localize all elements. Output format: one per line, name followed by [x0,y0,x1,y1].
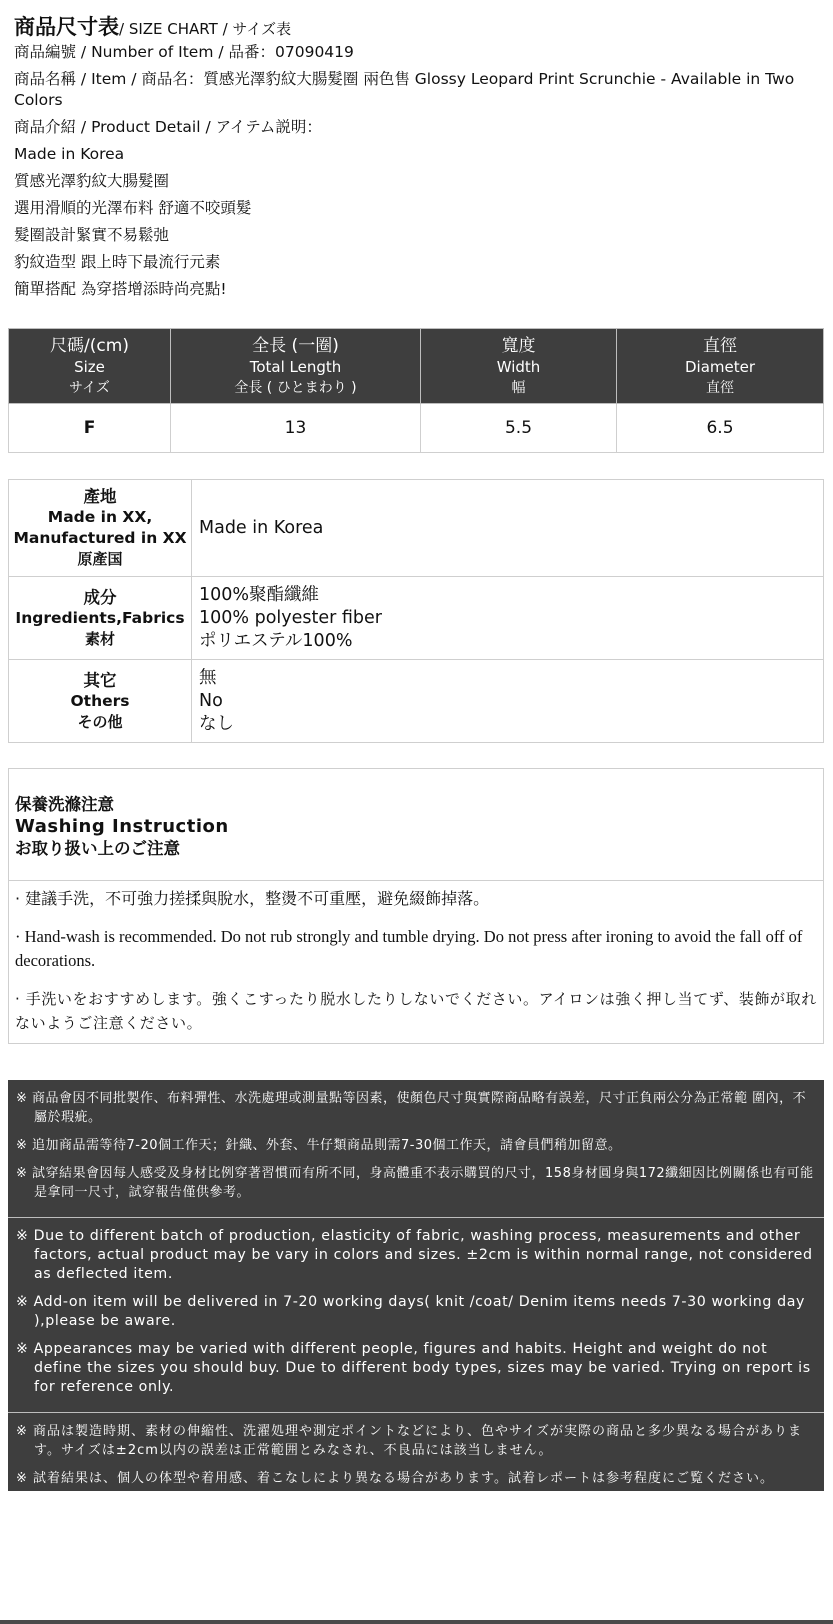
material-info-table [8,479,824,743]
cell-size: F [9,404,171,453]
header-diameter [617,329,824,404]
origin-key-en: Made in XX, [47,508,153,526]
fabric-value-zh: 100%聚酯纖維 [199,584,320,605]
others-key-en: Others [70,691,130,710]
header-diameter-zh: 直徑 [703,335,737,356]
fabric-key-zh: 成分 [83,587,117,607]
title-sub: / SIZE CHART / サイズ表 [119,20,292,38]
size-chart-header-row [9,329,824,404]
note-item: ※ Appearances may be varied with different people, figures and habits. Height and weight do not define the sizes you should buy. Due to different body types, sizes may be varied. Trying on report is for reference only. [16,1341,811,1395]
fabric-value-en: 100% polyester fiber [199,607,382,628]
note-item: ※ 商品會因不同批製作、布料彈性、水洗處理或測量點等因素，使顏色尺寸與實際商品略有誤差，尺寸正負兩公分為正常範 圍內，不屬於瑕疵。 [16,1091,807,1125]
header-total-length-ja: 全長 ( ひとまわり ) [234,379,357,396]
others-key-zh: 其它 [83,670,117,690]
page-title [14,14,824,42]
notes-ja [8,1413,824,1503]
origin-value-text: Made in Korea [199,517,324,538]
cell-width: 5.5 [421,404,617,453]
origin-key [9,480,192,577]
header-width-ja: 幅 [511,379,526,396]
others-row [9,660,824,743]
washing-text-zh: · 建議手洗，不可強力搓揉與脫水，整燙不可重壓，避免綴飾掉落。 [15,889,490,908]
fabric-value-ja: ポリエステル100% [199,630,353,651]
note-item: ※ Due to different batch of production, elasticity of fabric, washing process, measurements and other factors, actual product may be vary in colors and sizes. ±2cm is within normal range, not considered as deflected item. [16,1228,813,1282]
others-value-en: No [199,690,223,711]
detail-line: 髮圈設計緊實不易鬆弛 [14,226,170,244]
header-width-en: Width [496,357,541,376]
washing-body [9,881,823,1043]
note-item: ※ 追加商品需等待7-20個工作天；針織、外套、牛仔類商品則需7-30個工作天，請會員們稍加留意。 [16,1138,622,1153]
product-intro [14,14,824,300]
washing-heading [9,769,823,881]
washing-title-ja: お取り扱い上のご注意 [15,839,180,858]
note-item: ※ 試着結果は、個人の体型や着用感、着こなしにより異なる場合があります。試着レポートは参考程度にご覧ください。 [16,1471,774,1486]
others-value-ja: なし [199,713,234,734]
notes-en [8,1218,824,1413]
washing-title-zh: 保養洗滌注意 [15,795,114,814]
detail-line: 質感光澤豹紋大腸髮圈 [14,172,170,190]
detail-line: 選用滑順的光澤布料 舒適不咬頭髮 [14,199,252,217]
notes-zh [8,1080,824,1218]
header-size-en: Size [74,357,105,376]
bottom-divider [0,1620,833,1624]
detail-line: 簡單搭配 為穿搭增添時尚亮點! [14,280,227,298]
item-number: 商品編號 / Number of Item / 品番：07090419 [14,43,354,61]
header-size-zh: 尺碼/(cm) [50,335,129,356]
origin-key-ja: 原產国 [77,550,123,568]
fabric-key-ja: 素材 [84,629,115,648]
header-diameter-ja: 直徑 [706,379,734,396]
note-item: ※ Add-on item will be delivered in 7-20 working days( knit /coat/ Denim items needs 7-30 working day ),please be aware. [16,1294,805,1329]
item-name: 商品名稱 / Item / 商品名：質感光澤豹紋大腸髮圈 兩色售 Glossy Leopard Print Scrunchie - Available in Two Colors [14,70,795,109]
cell-total-length: 13 [171,404,421,453]
detail-label: 商品介紹 / Product Detail / アイテム説明： [14,118,322,136]
fabric-key [9,577,192,660]
note-item: ※ 商品は製造時期、素材の伸縮性、洗濯処理や測定ポイントなどにより、色やサイズが実際の商品と多少異なる場合があります。サイズは±2cm以内の誤差は正常範囲とみなされ、不良品には該当しません。 [16,1424,802,1458]
washing-text-ja: · 手洗いをおすすめします。強くこすったり脱水したりしないでください。アイロンは強く押し当てず、装飾が取れないようご注意ください。 [15,990,817,1032]
header-width-zh: 寬度 [501,335,536,356]
fabric-value [192,577,824,660]
note-item: ※ 試穿結果會因每人感受及身材比例穿著習慣而有所不同，身高體重不表示購買的尺寸，158身材圓身與172纖細因比例關係也有可能是拿同一尺寸，試穿報告僅供參考。 [16,1166,814,1200]
header-width [421,329,617,404]
fabric-key-en: Ingredients,Fabrics [15,608,185,627]
notes-panel [8,1080,824,1491]
header-diameter-en: Diameter [684,357,756,376]
header-size-ja: サイズ [69,379,110,396]
header-total-length-en: Total Length [249,357,342,376]
origin-key-zh: 產地 [83,487,117,506]
others-key [9,660,192,743]
detail-line: 豹紋造型 跟上時下最流行元素 [14,253,221,271]
others-key-ja: その他 [77,712,123,731]
title-main: 商品尺寸表 [14,15,119,39]
header-total-length-zh: 全長 (一圈) [252,335,339,356]
table-row [9,404,824,453]
fabric-row [9,577,824,660]
cell-diameter: 6.5 [617,404,824,453]
header-size [9,329,171,404]
header-total-length [171,329,421,404]
others-value [192,660,824,743]
washing-instructions [8,768,824,1044]
others-value-zh: 無 [199,667,217,688]
origin-key-en-2: Manufactured in XX [13,529,187,547]
washing-title-en: Washing Instruction [15,816,229,837]
detail-line: Made in Korea [14,145,125,163]
washing-text-en: · Hand-wash is recommended. Do not rub strongly and tumble drying. Do not press after ironing to avoid the fall off of decorations. [15,927,803,970]
size-chart-table [8,328,824,453]
origin-value [192,480,824,577]
origin-row [9,480,824,577]
